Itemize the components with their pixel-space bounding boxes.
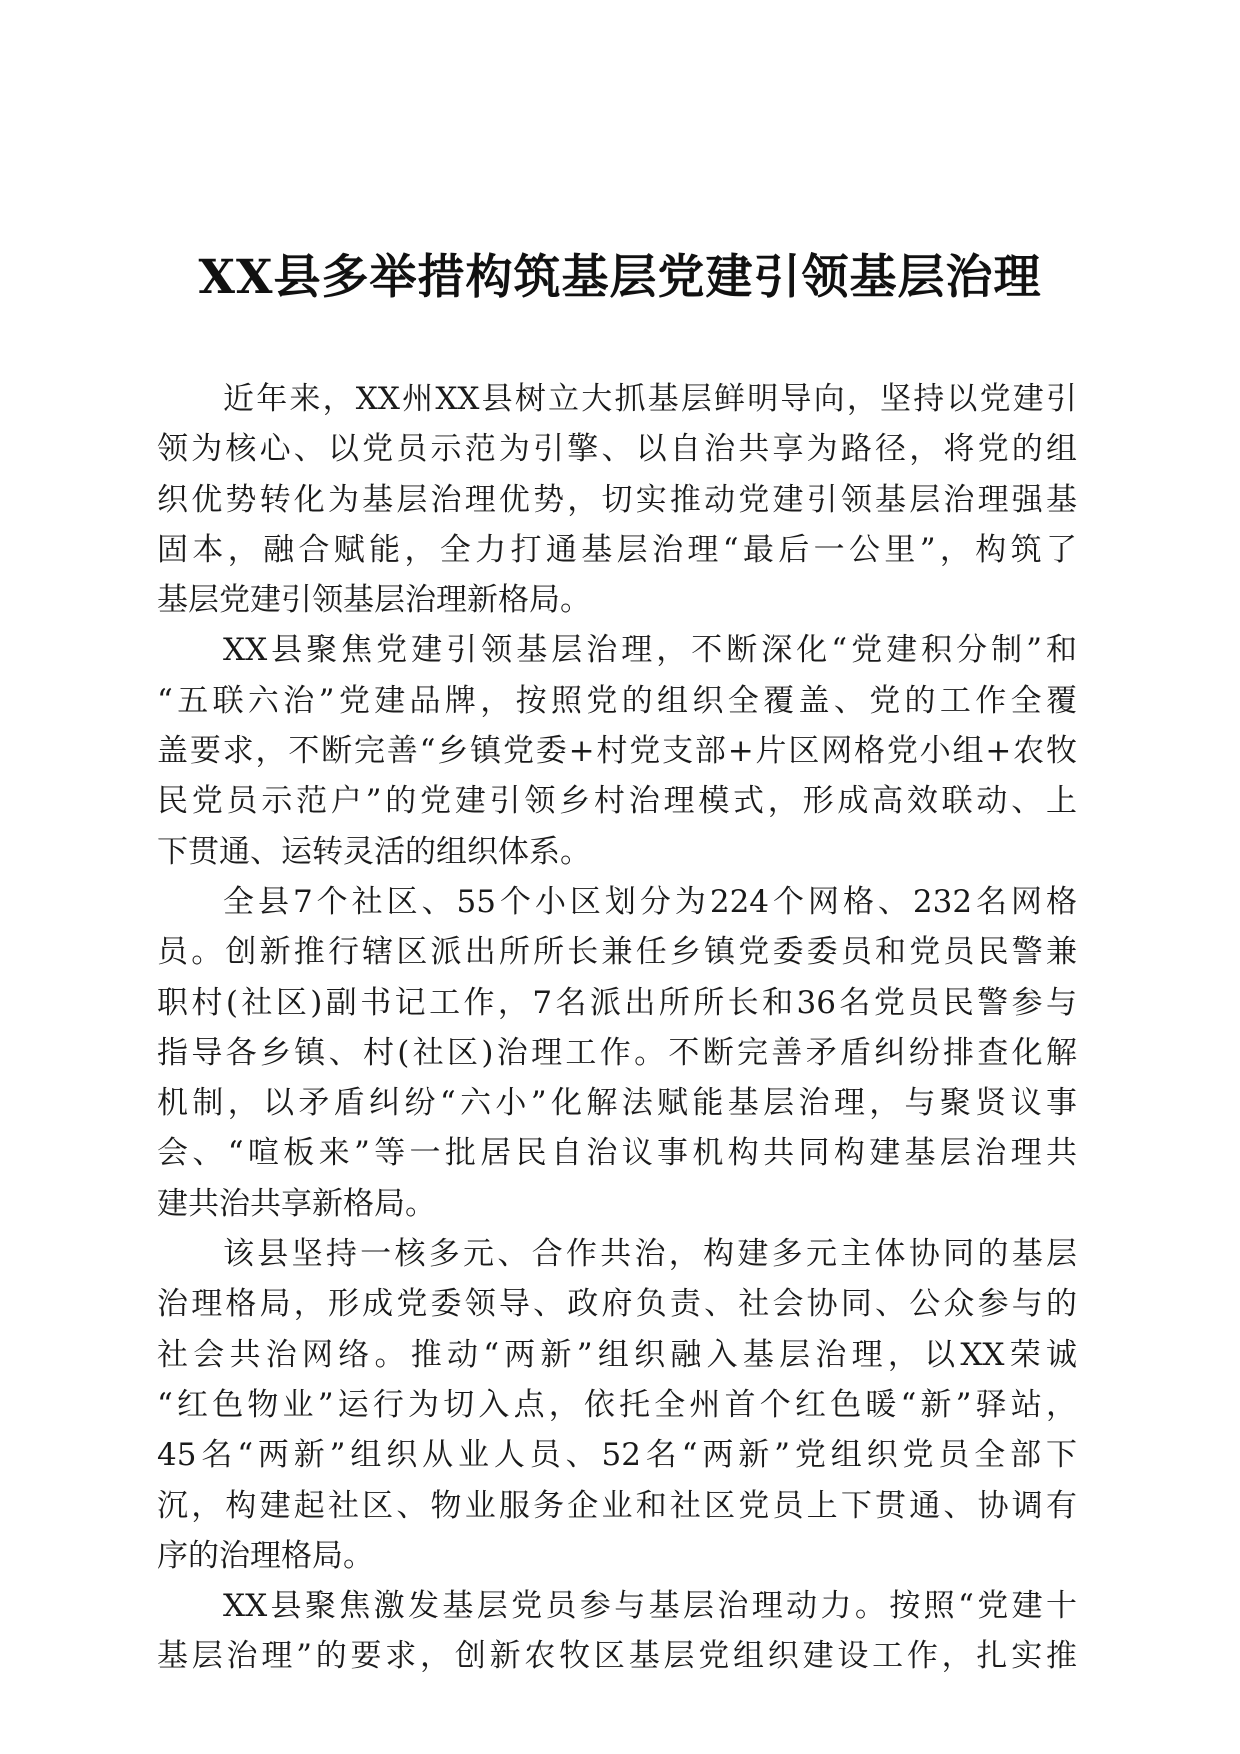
paragraph-line: 基层治理”的要求，创新农牧区基层党组织建设工作，扎实推 bbox=[157, 1638, 1077, 1675]
paragraph-line: 指导各乡镇、村(社区)治理工作。不断完善矛盾纠纷排查化解 bbox=[157, 1034, 1077, 1071]
paragraph-line: 建共治共享新格局。 bbox=[157, 1185, 436, 1222]
paragraph-line: 会、“喧板来”等一批居民自治议事机构共同构建基层治理共 bbox=[157, 1135, 1077, 1172]
paragraph-member-motivation bbox=[157, 1581, 1077, 1682]
document-title: XX县多举措构筑基层党建引领基层治理 bbox=[198, 250, 1042, 305]
paragraph-line: 盖要求，不断完善“乡镇党委+村党支部+片区网格党小组+农牧 bbox=[157, 733, 1077, 770]
paragraph-line: 员。创新推行辖区派出所所长兼任乡镇党委委员和党员民警兼 bbox=[157, 934, 1077, 971]
paragraph-line: 基层党建引领基层治理新格局。 bbox=[157, 582, 591, 619]
paragraph-line: 机制，以矛盾纠纷“六小”化解法赋能基层治理，与聚贤议事 bbox=[157, 1085, 1077, 1122]
paragraph-line: 45名“两新”组织从业人员、52名“两新”党组织党员全部下 bbox=[157, 1437, 1077, 1474]
paragraph-line: 织优势转化为基层治理优势，切实推动党建引领基层治理强基 bbox=[157, 481, 1077, 518]
paragraph-line: XX县聚焦党建引领基层治理，不断深化“党建积分制”和 bbox=[223, 632, 1077, 669]
paragraph-line: “红色物业”运行为切入点，依托全州首个红色暖“新”驿站， bbox=[157, 1386, 1077, 1423]
paragraph-line: XX县聚焦激发基层党员参与基层治理动力。按照“党建十 bbox=[223, 1588, 1077, 1625]
paragraph-party-building bbox=[157, 625, 1077, 876]
paragraph-line: 领为核心、以党员示范为引擎、以自治共享为路径，将党的组 bbox=[157, 431, 1077, 468]
paragraph-line: 民党员示范户”的党建引领乡村治理模式，形成高效联动、上 bbox=[157, 783, 1077, 820]
paragraph-line: 该县坚持一核多元、合作共治，构建多元主体协同的基层 bbox=[223, 1236, 1077, 1273]
paragraph-line: “五联六治”党建品牌，按照党的组织全覆盖、党的工作全覆 bbox=[157, 682, 1077, 719]
paragraph-intro bbox=[157, 374, 1077, 625]
paragraph-line: 社会共治网络。推动“两新”组织融入基层治理，以XX荣诚 bbox=[157, 1336, 1077, 1373]
paragraph-line: 下贯通、运转灵活的组织体系。 bbox=[157, 833, 591, 870]
paragraph-line: 职村(社区)副书记工作，7名派出所所长和36名党员民警参与 bbox=[157, 984, 1077, 1021]
paragraph-line: 治理格局，形成党委领导、政府负责、社会协同、公众参与的 bbox=[157, 1286, 1077, 1323]
document-body bbox=[157, 374, 1077, 1682]
paragraph-line: 序的治理格局。 bbox=[157, 1537, 374, 1574]
paragraph-grid-management bbox=[157, 877, 1077, 1229]
paragraph-line: 固本，融合赋能，全力打通基层治理“最后一公里”，构筑了 bbox=[157, 531, 1077, 568]
paragraph-line: 近年来，XX州XX县树立大抓基层鲜明导向，坚持以党建引 bbox=[223, 381, 1077, 417]
paragraph-line: 全县7个社区、55个小区划分为224个网格、232名网格 bbox=[223, 883, 1077, 920]
paragraph-co-governance bbox=[157, 1229, 1077, 1581]
paragraph-line: 沉，构建起社区、物业服务企业和社区党员上下贯通、协调有 bbox=[157, 1487, 1077, 1524]
